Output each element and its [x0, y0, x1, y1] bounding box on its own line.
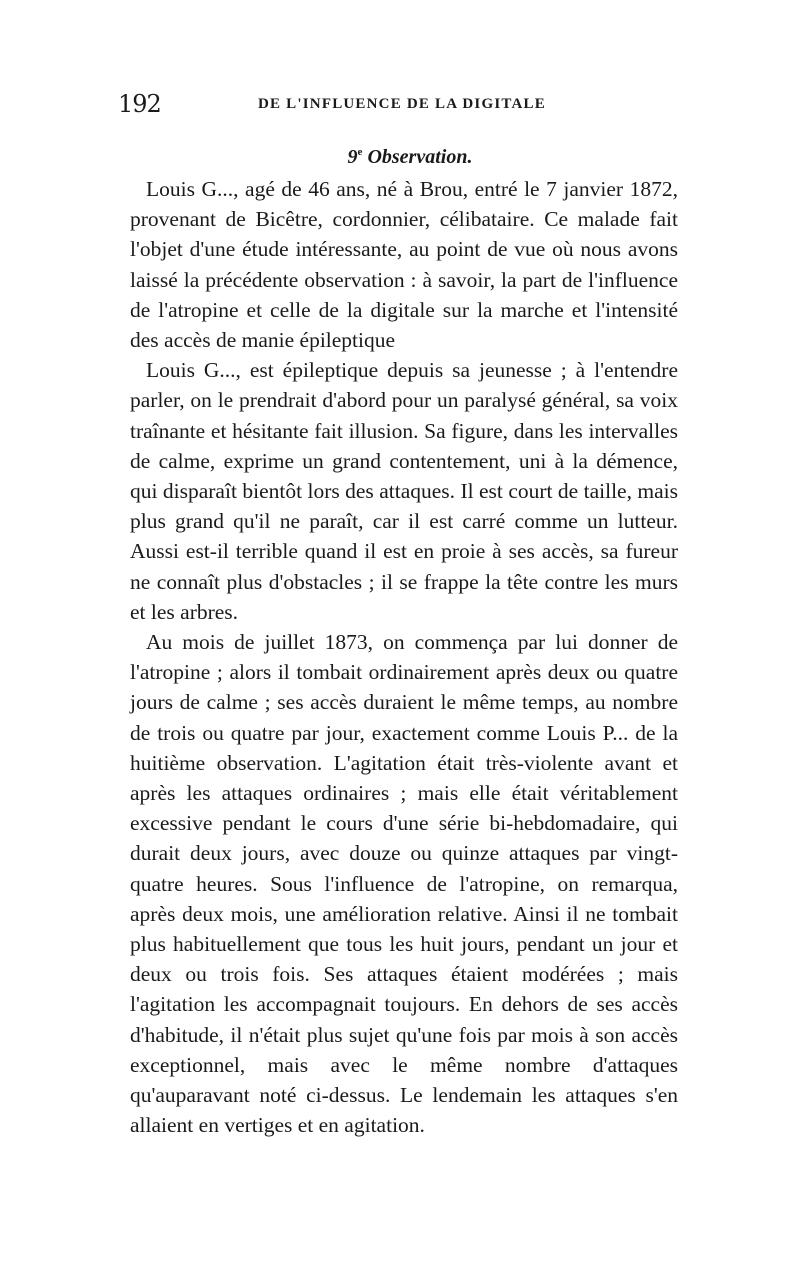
running-head	[118, 90, 678, 120]
section-number: 9	[347, 146, 358, 168]
body-text	[130, 174, 678, 1141]
page-number: 192	[118, 90, 161, 118]
paragraph-3: Au mois de juillet 1873, on commença par lui donner de l'atropine ; alors il tombait ordinairement après deux ou quatre jours de calme ; ses accès duraient le même temps, au nombre de trois ou quatre par jour, exactement comme Louis P... de la huitième observation. L'agitation était très-violente avant et après les attaques ordinaires ; mais elle était véritablement excessive pendant le cours d'une série bi-hebdomadaire, qui durait deux jours, avec douze ou quinze attaques par vingt-quatre heures. Sous l'influence de l'atropine, on remarqua, après deux mois, une amélioration relative. Ainsi il ne tombait plus habituellement que tous les huit jours, pendant un jour et deux ou trois fois. Ses attaques étaient modérées ; mais l'agitation les accompagnait toujours. En dehors de ses accès d'habitude, il n'était plus sujet qu'une fois par mois à son accès exceptionnel, mais avec le même nombre d'attaques qu'auparavant noté ci-dessus. Le lendemain les attaques s'en allaient en vertiges et en agitation.	[130, 630, 678, 1138]
paragraph-2: Louis G..., est épileptique depuis sa jeunesse ; à l'entendre parler, on le prendrait d'abord pour un paralysé général, sa voix traînante et hésitante fait illusion. Sa figure, dans les intervalles de calme, exprime un grand contentement, uni à la démence, qui disparaît bientôt lors des attaques. Il est court de taille, mais plus grand qu'il ne paraît, car il est carré comme un lutteur. Aussi est-il terrible quand il est en proie à ses accès, sa fureur ne connaît plus d'obstacles ; il se frappe la tête contre les murs et les arbres.	[130, 358, 678, 624]
section-number-suffix: e	[357, 146, 363, 158]
paragraph-1: Louis G..., agé de 46 ans, né à Brou, entré le 7 janvier 1872, provenant de Bicêtre, cordonnier, célibataire. Ce malade fait l'objet d'une étude intéressante, au point de vue où nous avons laissé la précédente observation : à savoir, la part de l'influence de l'atropine et celle de la digitale sur la marche et l'intensité des accès de manie épileptique	[130, 177, 678, 353]
section-title	[0, 146, 800, 169]
running-title: DE L'INFLUENCE DE LA DIGITALE	[258, 96, 546, 112]
section-heading: Observation.	[367, 146, 473, 168]
